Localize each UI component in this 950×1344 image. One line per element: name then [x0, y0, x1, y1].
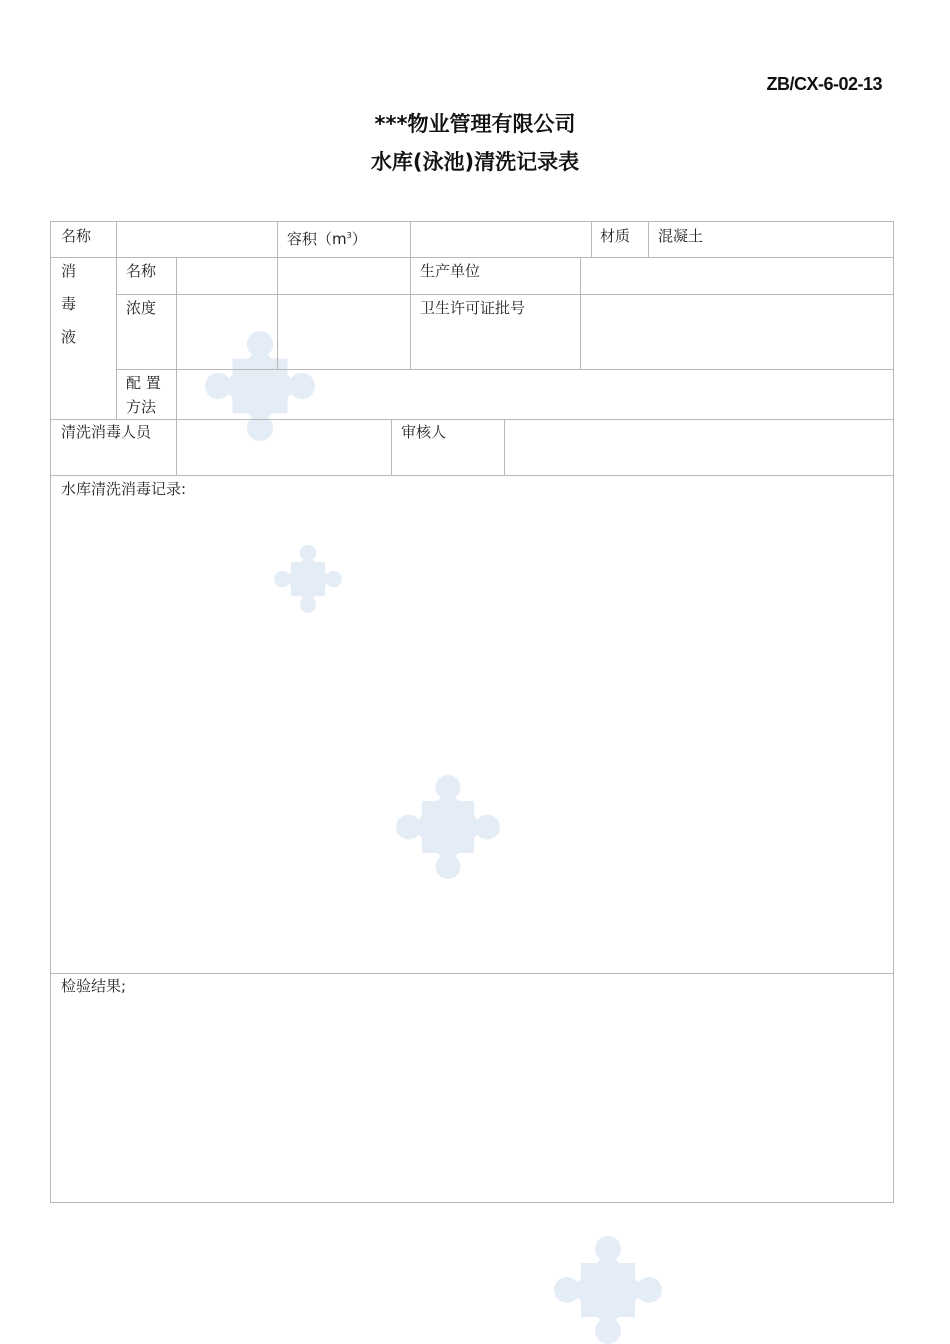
license-number-label: 卫生许可证批号: [420, 299, 526, 317]
disinfectant-group-char: 毒: [61, 295, 77, 313]
disinfectant-group-char: 消: [61, 262, 77, 280]
column-divider: [277, 222, 278, 369]
column-divider: [176, 257, 177, 475]
reviewer-label: 审核人: [401, 423, 447, 441]
producer-label: 生产单位: [420, 262, 481, 280]
cleaning-record-form: [50, 221, 894, 1203]
row-divider: [116, 294, 893, 295]
cleaners-label: 清洗消毒人员: [61, 423, 152, 441]
form-title: 水库(泳池)清洗记录表: [370, 150, 580, 174]
name-label: 名称: [61, 227, 92, 245]
volume-label-text: 容积（m: [287, 230, 347, 248]
row-divider: [51, 973, 893, 974]
column-divider: [504, 419, 505, 475]
volume-label: [287, 227, 367, 248]
disinfectant-name-label: 名称: [126, 262, 157, 280]
row-divider: [51, 419, 893, 420]
preparation-method-label-line1: 配 置: [126, 374, 161, 392]
column-divider: [410, 222, 411, 369]
column-divider: [648, 222, 649, 257]
inspection-result-label: 检验结果;: [61, 977, 127, 995]
watermark-logo: [553, 1236, 663, 1344]
preparation-method-label-line2: 方法: [126, 398, 157, 416]
column-divider: [580, 257, 581, 369]
concentration-label: 浓度: [126, 299, 157, 317]
disinfectant-group-char: 液: [61, 328, 77, 346]
material-label: 材质: [600, 227, 631, 245]
volume-unit-superscript: 3: [346, 231, 352, 240]
cleaning-record-label: 水库清洗消毒记录:: [61, 480, 187, 498]
column-divider: [391, 419, 392, 475]
column-divider: [591, 222, 592, 257]
column-divider: [116, 222, 117, 419]
row-divider: [51, 475, 893, 476]
material-value: 混凝土: [658, 227, 704, 245]
row-divider: [116, 369, 893, 370]
volume-label-close: ）: [351, 230, 367, 248]
row-divider: [51, 257, 893, 258]
company-title: ***物业管理有限公司: [374, 112, 576, 136]
document-code: ZB/CX-6-02-13: [766, 74, 882, 94]
